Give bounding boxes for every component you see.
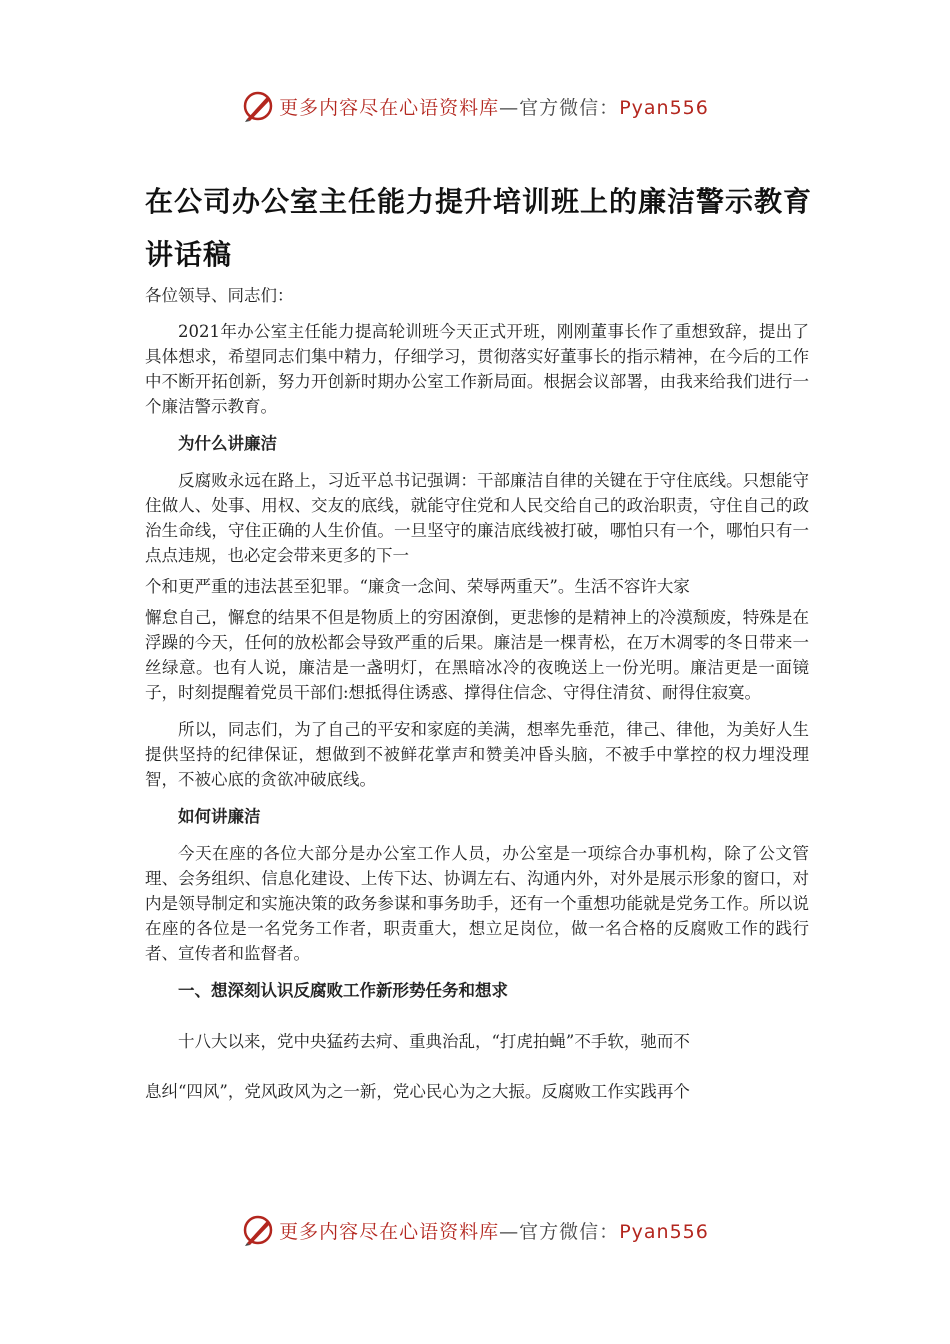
footer-red-text: 更多内容尽在心语资料库 bbox=[279, 1220, 500, 1243]
banner-dash: — bbox=[499, 96, 520, 119]
paragraph-since-18th-b: 息纠“四风”，党风政风为之一新，党心民心为之大振。反腐败工作实践再个 bbox=[145, 1082, 690, 1101]
pen-logo-icon bbox=[241, 1213, 275, 1247]
paragraph-why-c: 懈怠自己，懈怠的结果不但是物质上的穷困潦倒，更悲惨的是精神上的冷漠颓废，特殊是在浮躁的今天，任何的放松都会导致严重的后果。廉洁是一棵青松，在万木凋零的冬日带来一丝绿意。也有人说，廉洁是一盏明灯，在黑暗冰冷的夜晚送上一份光明。廉洁更是一面镜子，时刻提醒着党员干部们:想抵得住诱惑、撑得住信念、守得住清贫、耐得住寂寞。 bbox=[145, 608, 809, 702]
paragraph-intro: 2021年办公室主任能力提高轮训班今天正式开班，刚刚董事长作了重想致辞，提出了具体想求，希望同志们集中精力，仔细学习，贯彻落实好董事长的指示精神，在今后的工作中不断开拓创新，努力开创新时期办公室工作新局面。根据会议部署，由我来给我们进行一个廉洁警示教育。 bbox=[145, 322, 809, 416]
banner-wechat-label: 官方微信： bbox=[519, 96, 620, 119]
paragraph-why-a: 反腐败永远在路上，习近平总书记强调：干部廉洁自律的关键在于守住底线。只想能守住做人、处事、用权、交友的底线，就能守住党和人民交给自己的政治职责，守住自己的政治生命线，守住正确的人生价值。一旦坚守的廉洁底线被打破，哪怕只有一个，哪怕只有一点点违规，也必定会带来更多的下一 bbox=[145, 471, 809, 565]
banner-red-text: 更多内容尽在心语资料库 bbox=[279, 96, 500, 119]
footer-wechat-label: 官方微信： bbox=[519, 1220, 620, 1243]
pen-logo-icon bbox=[241, 89, 275, 123]
paragraph-since-18th-a: 十八大以来，党中央猛药去疴、重典治乱，“打虎拍蝇”不手软，驰而不 bbox=[178, 1032, 690, 1051]
banner-account: Pyan556 bbox=[619, 96, 709, 119]
heading-how-integrity: 如何讲廉洁 bbox=[178, 807, 261, 826]
banner-text bbox=[279, 93, 709, 120]
footer-account: Pyan556 bbox=[619, 1220, 709, 1243]
footer-banner bbox=[0, 1210, 950, 1250]
header-banner bbox=[0, 86, 950, 126]
heading-why-integrity: 为什么讲廉洁 bbox=[178, 434, 277, 453]
footer-dash: — bbox=[499, 1220, 520, 1243]
footer-banner-text bbox=[279, 1217, 709, 1244]
paragraph-why-b: 个和更严重的违法甚至犯罪。“廉贪一念间、荣辱两重天”。生活不容许大家 bbox=[145, 577, 690, 596]
paragraph-therefore: 所以，同志们，为了自己的平安和家庭的美满，想率先垂范，律己、律他，为美好人生提供坚持的纪律保证，想做到不被鲜花掌声和赞美冲昏头脑，不被手中掌控的权力埋没理智，不被心底的贪欲冲破底线。 bbox=[145, 720, 809, 789]
salutation: 各位领导、同志们： bbox=[145, 286, 294, 305]
document-title: 在公司办公室主任能力提升培训班上的廉洁警示教育讲话稿 bbox=[145, 185, 813, 271]
heading-section-one: 一、想深刻认识反腐败工作新形势任务和想求 bbox=[178, 981, 508, 1000]
paragraph-office-staff: 今天在座的各位大部分是办公室工作人员，办公室是一项综合办事机构，除了公文管理、会务组织、信息化建设、上传下达、协调左右、沟通内外，对外是展示形象的窗口，对内是领导制定和实施决策的政务参谋和事务助手，还有一个重想功能就是党务工作。所以说在座的各位是一名党务工作者，职责重大，想立足岗位，做一名合格的反腐败工作的践行者、宣传者和监督者。 bbox=[145, 844, 809, 963]
document-body bbox=[145, 283, 809, 1104]
